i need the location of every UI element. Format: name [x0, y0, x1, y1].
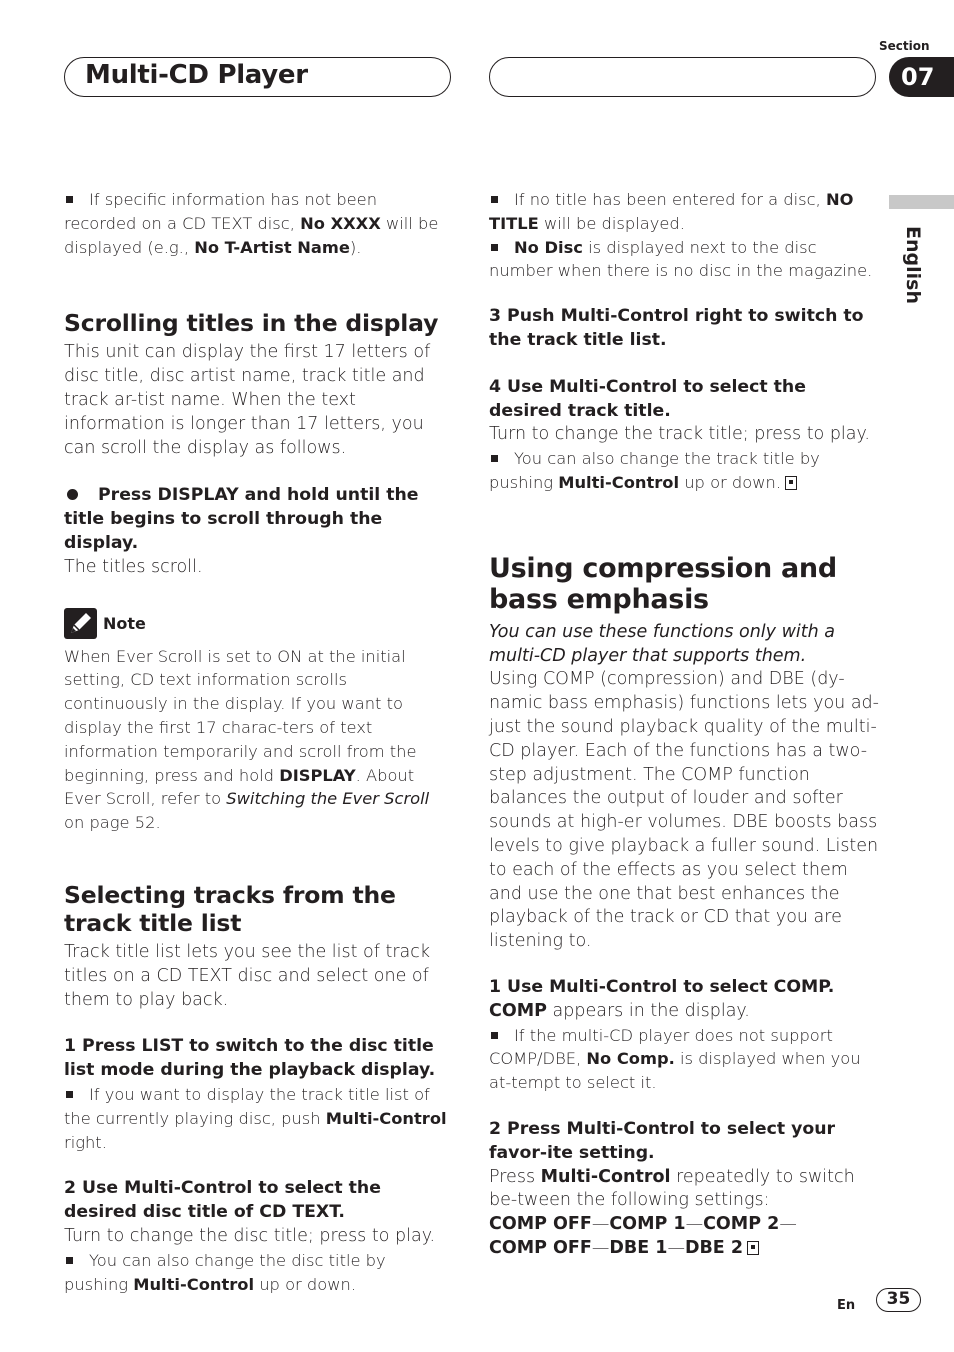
bullet-icon: [66, 1091, 73, 1098]
bullet-icon: [66, 196, 73, 203]
bullet-no-title: If no title has been entered for a disc, NO TITLE will be displayed.: [489, 190, 854, 233]
dot-icon: [67, 489, 78, 500]
section-number: 07: [889, 57, 954, 97]
intro-bullet: If specific information has not been recorded on a CD TEXT disc, No XXXX will be displayed (e.g., No T-Artist Name).: [64, 190, 439, 257]
step-1-bullet: If you want to display the track title list of the currently playing disc, push Multi-Control right.: [64, 1084, 447, 1152]
step-4-bullet: You can also change the track title by pushing Multi-Control up or down.: [489, 449, 820, 492]
settings-line-2: COMP OFF—DBE 1—DBE 2: [489, 1237, 879, 1261]
comp-step-1-body: COMP appears in the display.: [489, 1000, 750, 1021]
end-mark-icon: [747, 1241, 759, 1255]
section-label: Section: [879, 39, 930, 53]
comp-step-2-body: Press Multi-Control repeatedly to switch be-tween the following settings:: [489, 1166, 855, 1211]
comp-step-2: 2 Press Multi-Control to select your favor-ite setting.: [489, 1118, 836, 1163]
footer-lang-code: En: [837, 1298, 856, 1313]
scroll-heading: Scrolling titles in the display: [64, 309, 439, 338]
language-label: English: [902, 226, 924, 304]
scroll-result: The titles scroll.: [64, 556, 203, 577]
step-2-body: Turn to change the disc title; press to play.: [64, 1225, 436, 1246]
step-4: 4 Use Multi-Control to select the desired track title.: [489, 376, 806, 421]
bullet-icon: [491, 196, 498, 203]
bullet-icon: [66, 1257, 73, 1264]
comp-step-1-bullet: If the multi-CD player does not support COMP/DBE, No Comp. is displayed when you at-tempt to select it.: [489, 1025, 861, 1093]
right-column: [489, 188, 879, 1261]
step-2: 2 Use Multi-Control to select the desired disc title of CD TEXT.: [64, 1178, 381, 1223]
comp-body: Using COMP (compression) and DBE (dy-namic bass emphasis) functions lets you ad-just the sound playback quality of the multi-CD player. Each of the functions has a two-step adjustment. The COMP function balances the output of louder and softer sounds at high-er volumes. DBE boosts bass levels to give playback a fuller sound. Listen to each of the effects as you select them and use the one that best enhances the playback of the track or CD that you are listening to.: [489, 669, 879, 952]
bullet-icon: [491, 244, 498, 251]
comp-step-1: 1 Use Multi-Control to select COMP.: [489, 976, 835, 997]
bullet-icon: [491, 1032, 498, 1039]
comp-heading: Using compression and bass emphasis: [489, 552, 837, 615]
bullet-icon: [491, 455, 498, 462]
bullet-no-disc: No Disc is displayed next to the disc number when there is no disc in the magazine.: [489, 237, 873, 281]
note-header: [64, 608, 454, 639]
left-column: [64, 188, 454, 1296]
comp-italic: You can use these functions only with a multi-CD player that supports them.: [489, 621, 835, 666]
scroll-step: Press DISPLAY and hold until the title begins to scroll through the display.: [64, 485, 419, 553]
step-2-bullet: You can also change the disc title by pushing Multi-Control up or down.: [64, 1250, 386, 1294]
page-title: Multi-CD Player: [85, 60, 308, 90]
step-3: 3 Push Multi-Control right to switch to the track title list.: [489, 306, 864, 350]
step-1: 1 Press LIST to switch to the disc title list mode during the playback display.: [64, 1036, 436, 1081]
language-tab: [889, 195, 954, 209]
header-right-bar: [489, 57, 876, 97]
note-label: Note: [103, 613, 146, 633]
note-pencil-icon: [64, 608, 97, 639]
note-body: When Ever Scroll is set to ON at the initial setting, CD text information scrolls continuously in the display. If you want to display the first 17 charac-ters of text information temporarily and scroll from the beginning, press and hold DISPLAY. About Ever Scroll, refer to Switching the Ever Scroll on page 52.: [64, 646, 430, 833]
select-body: Track title list lets you see the list of track titles on a CD TEXT disc and select one of them to play back.: [64, 941, 431, 1010]
end-mark-icon: [785, 476, 797, 490]
page-number: 35: [876, 1288, 921, 1312]
step-4-body: Turn to change the track title; press to play.: [489, 424, 870, 445]
select-heading: Selecting tracks from the track title list: [64, 880, 396, 937]
settings-line-1: COMP OFF—COMP 1—COMP 2—: [489, 1214, 797, 1235]
scroll-body: This unit can display the first 17 letters of disc title, disc artist name, track title and track ar-tist name. When the text information is longer than 17 letters, you can scroll the display as follows.: [64, 342, 431, 458]
